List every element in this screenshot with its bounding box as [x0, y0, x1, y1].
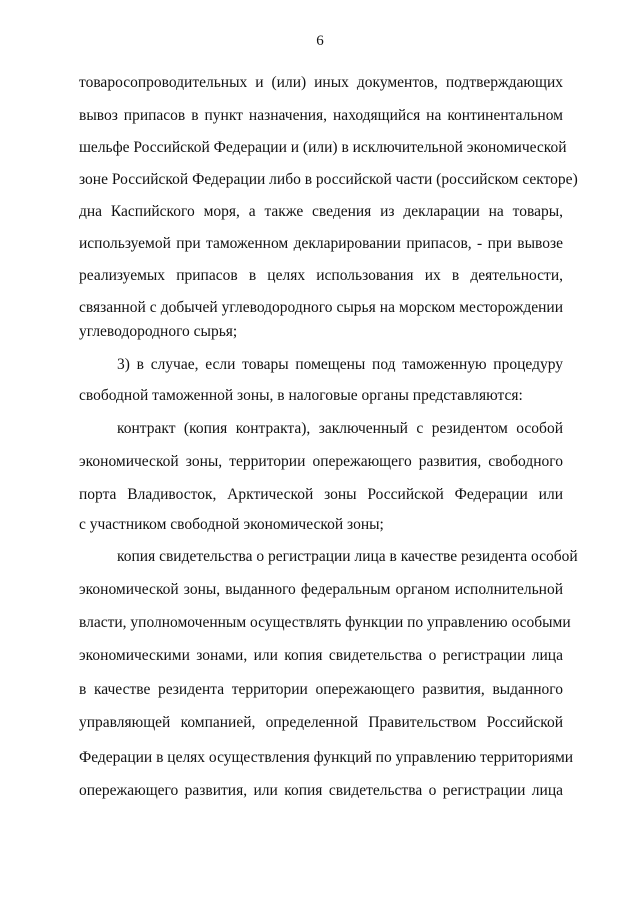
- text-line: шельфе Российской Федерации и (или) в исключительной экономической: [79, 139, 567, 156]
- text-line: зоне Российской Федерации либо в российской части (российском секторе): [79, 171, 578, 188]
- text-line: экономической зоны, территории опережающего развития, свободного: [79, 453, 563, 470]
- text-line: контракт (копия контракта), заключенный с резидентом особой: [117, 420, 563, 437]
- text-line: власти, уполномоченным осуществлять функции по управлению особыми: [79, 614, 571, 631]
- text-line: Федерации в целях осуществления функций по управлению территориями: [79, 749, 574, 766]
- page-number: 6: [316, 33, 324, 49]
- text-line: с участником свободной экономической зоны;: [79, 516, 384, 533]
- text-line: товаросопроводительных и (или) иных документов, подтверждающих: [79, 74, 563, 91]
- text-line: в качестве резидента территории опережающего развития, выданного: [79, 681, 563, 698]
- text-line: копия свидетельства о регистрации лица в качестве резидента особой: [117, 548, 578, 565]
- text-line: связанной с добычей углеводородного сырья на морском месторождении: [79, 299, 563, 316]
- text-line: экономическими зонами, или копия свидетельства о регистрации лица: [79, 647, 563, 664]
- text-line: экономической зоны, выданного федеральным органом исполнительной: [79, 581, 563, 598]
- text-line: опережающего развития, или копия свидетельства о регистрации лица: [79, 782, 563, 799]
- text-line: используемой при таможенном декларировании припасов, - при вывозе: [79, 235, 563, 252]
- text-line: углеводородного сырья;: [79, 323, 238, 340]
- text-line: дна Каспийского моря, а также сведения из декларации на товары,: [79, 203, 563, 220]
- text-line: управляющей компанией, определенной Правительством Российской: [79, 714, 563, 731]
- text-line: свободной таможенной зоны, в налоговые органы представляются:: [79, 387, 523, 404]
- text-line: вывоз припасов в пункт назначения, находящийся на континентальном: [79, 107, 563, 124]
- text-line: 3) в случае, если товары помещены под таможенную процедуру: [117, 356, 563, 373]
- text-line: реализуемых припасов в целях использования их в деятельности,: [79, 267, 563, 284]
- text-line: порта Владивосток, Арктической зоны Российской Федерации или: [79, 486, 563, 503]
